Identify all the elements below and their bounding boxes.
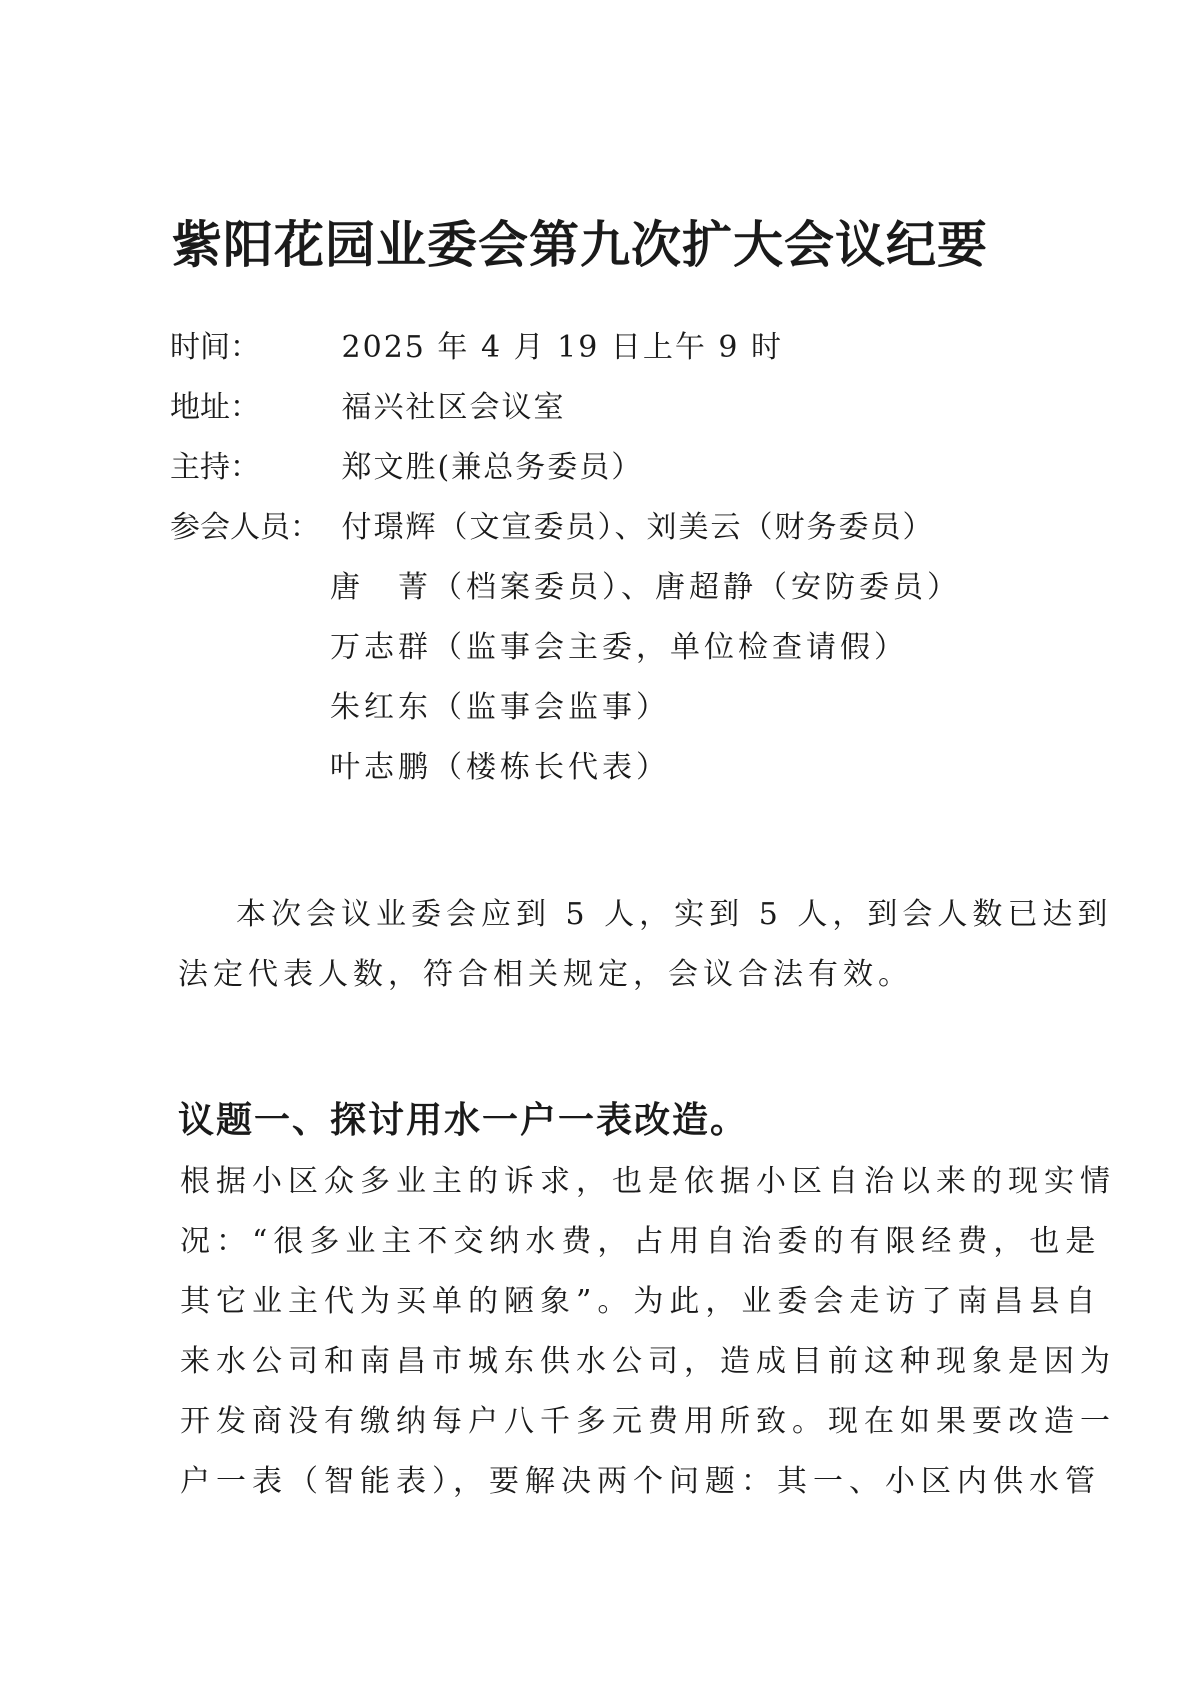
meta-host-label: 主持： <box>170 450 260 485</box>
meta-attendees-label: 参会人员： <box>170 510 320 545</box>
meta-time-row <box>170 328 783 368</box>
meta-time-value: 2025 年 4 月 19 日上午 9 时 <box>341 330 783 365</box>
quorum-line-2: 法定代表人数，符合相关规定，会议合法有效。 <box>178 957 913 992</box>
meta-host-value: 郑文胜(兼总务委员） <box>341 450 644 485</box>
section-1-line: 况：“很多业主不交纳水费，占用自治委的有限经费，也是 <box>180 1224 1102 1259</box>
meta-address-label: 地址： <box>170 390 260 425</box>
meta-address-row <box>170 388 566 428</box>
quorum-line-1: 本次会议业委会应到 5 人，实到 5 人，到会人数已达到 <box>236 897 1113 932</box>
attendee-line: 万志群（监事会主委，单位检查请假） <box>330 630 908 665</box>
meta-address-value: 福兴社区会议室 <box>341 390 566 425</box>
document-title: 紫阳花园业委会第九次扩大会议纪要 <box>172 216 988 274</box>
section-1-line: 来水公司和南昌市城东供水公司，造成目前这种现象是因为 <box>180 1344 1116 1379</box>
section-1-heading: 议题一、探讨用水一户一表改造。 <box>178 1100 749 1141</box>
attendee-line: 唐 菁（档案委员）、唐超静（安防委员） <box>330 570 961 605</box>
section-1-line: 其它业主代为买单的陋象”。为此，业委会走访了南昌县自 <box>180 1284 1102 1319</box>
meta-attendees-row <box>170 508 935 548</box>
attendee-line: 朱红东（监事会监事） <box>330 690 670 725</box>
meta-time-label: 时间： <box>170 330 260 365</box>
section-1-line: 根据小区众多业主的诉求，也是依据小区自治以来的现实情 <box>180 1164 1116 1199</box>
section-1-line: 户一表（智能表），要解决两个问题：其一、小区内供水管 <box>180 1464 1101 1499</box>
attendee-line: 叶志鹏（楼栋长代表） <box>330 750 670 785</box>
meta-host-row <box>170 448 643 488</box>
meta-attendees-value: 付璟辉（文宣委员）、刘美云（财务委员） <box>341 510 935 545</box>
section-1-line: 开发商没有缴纳每户八千多元费用所致。现在如果要改造一 <box>180 1404 1116 1439</box>
